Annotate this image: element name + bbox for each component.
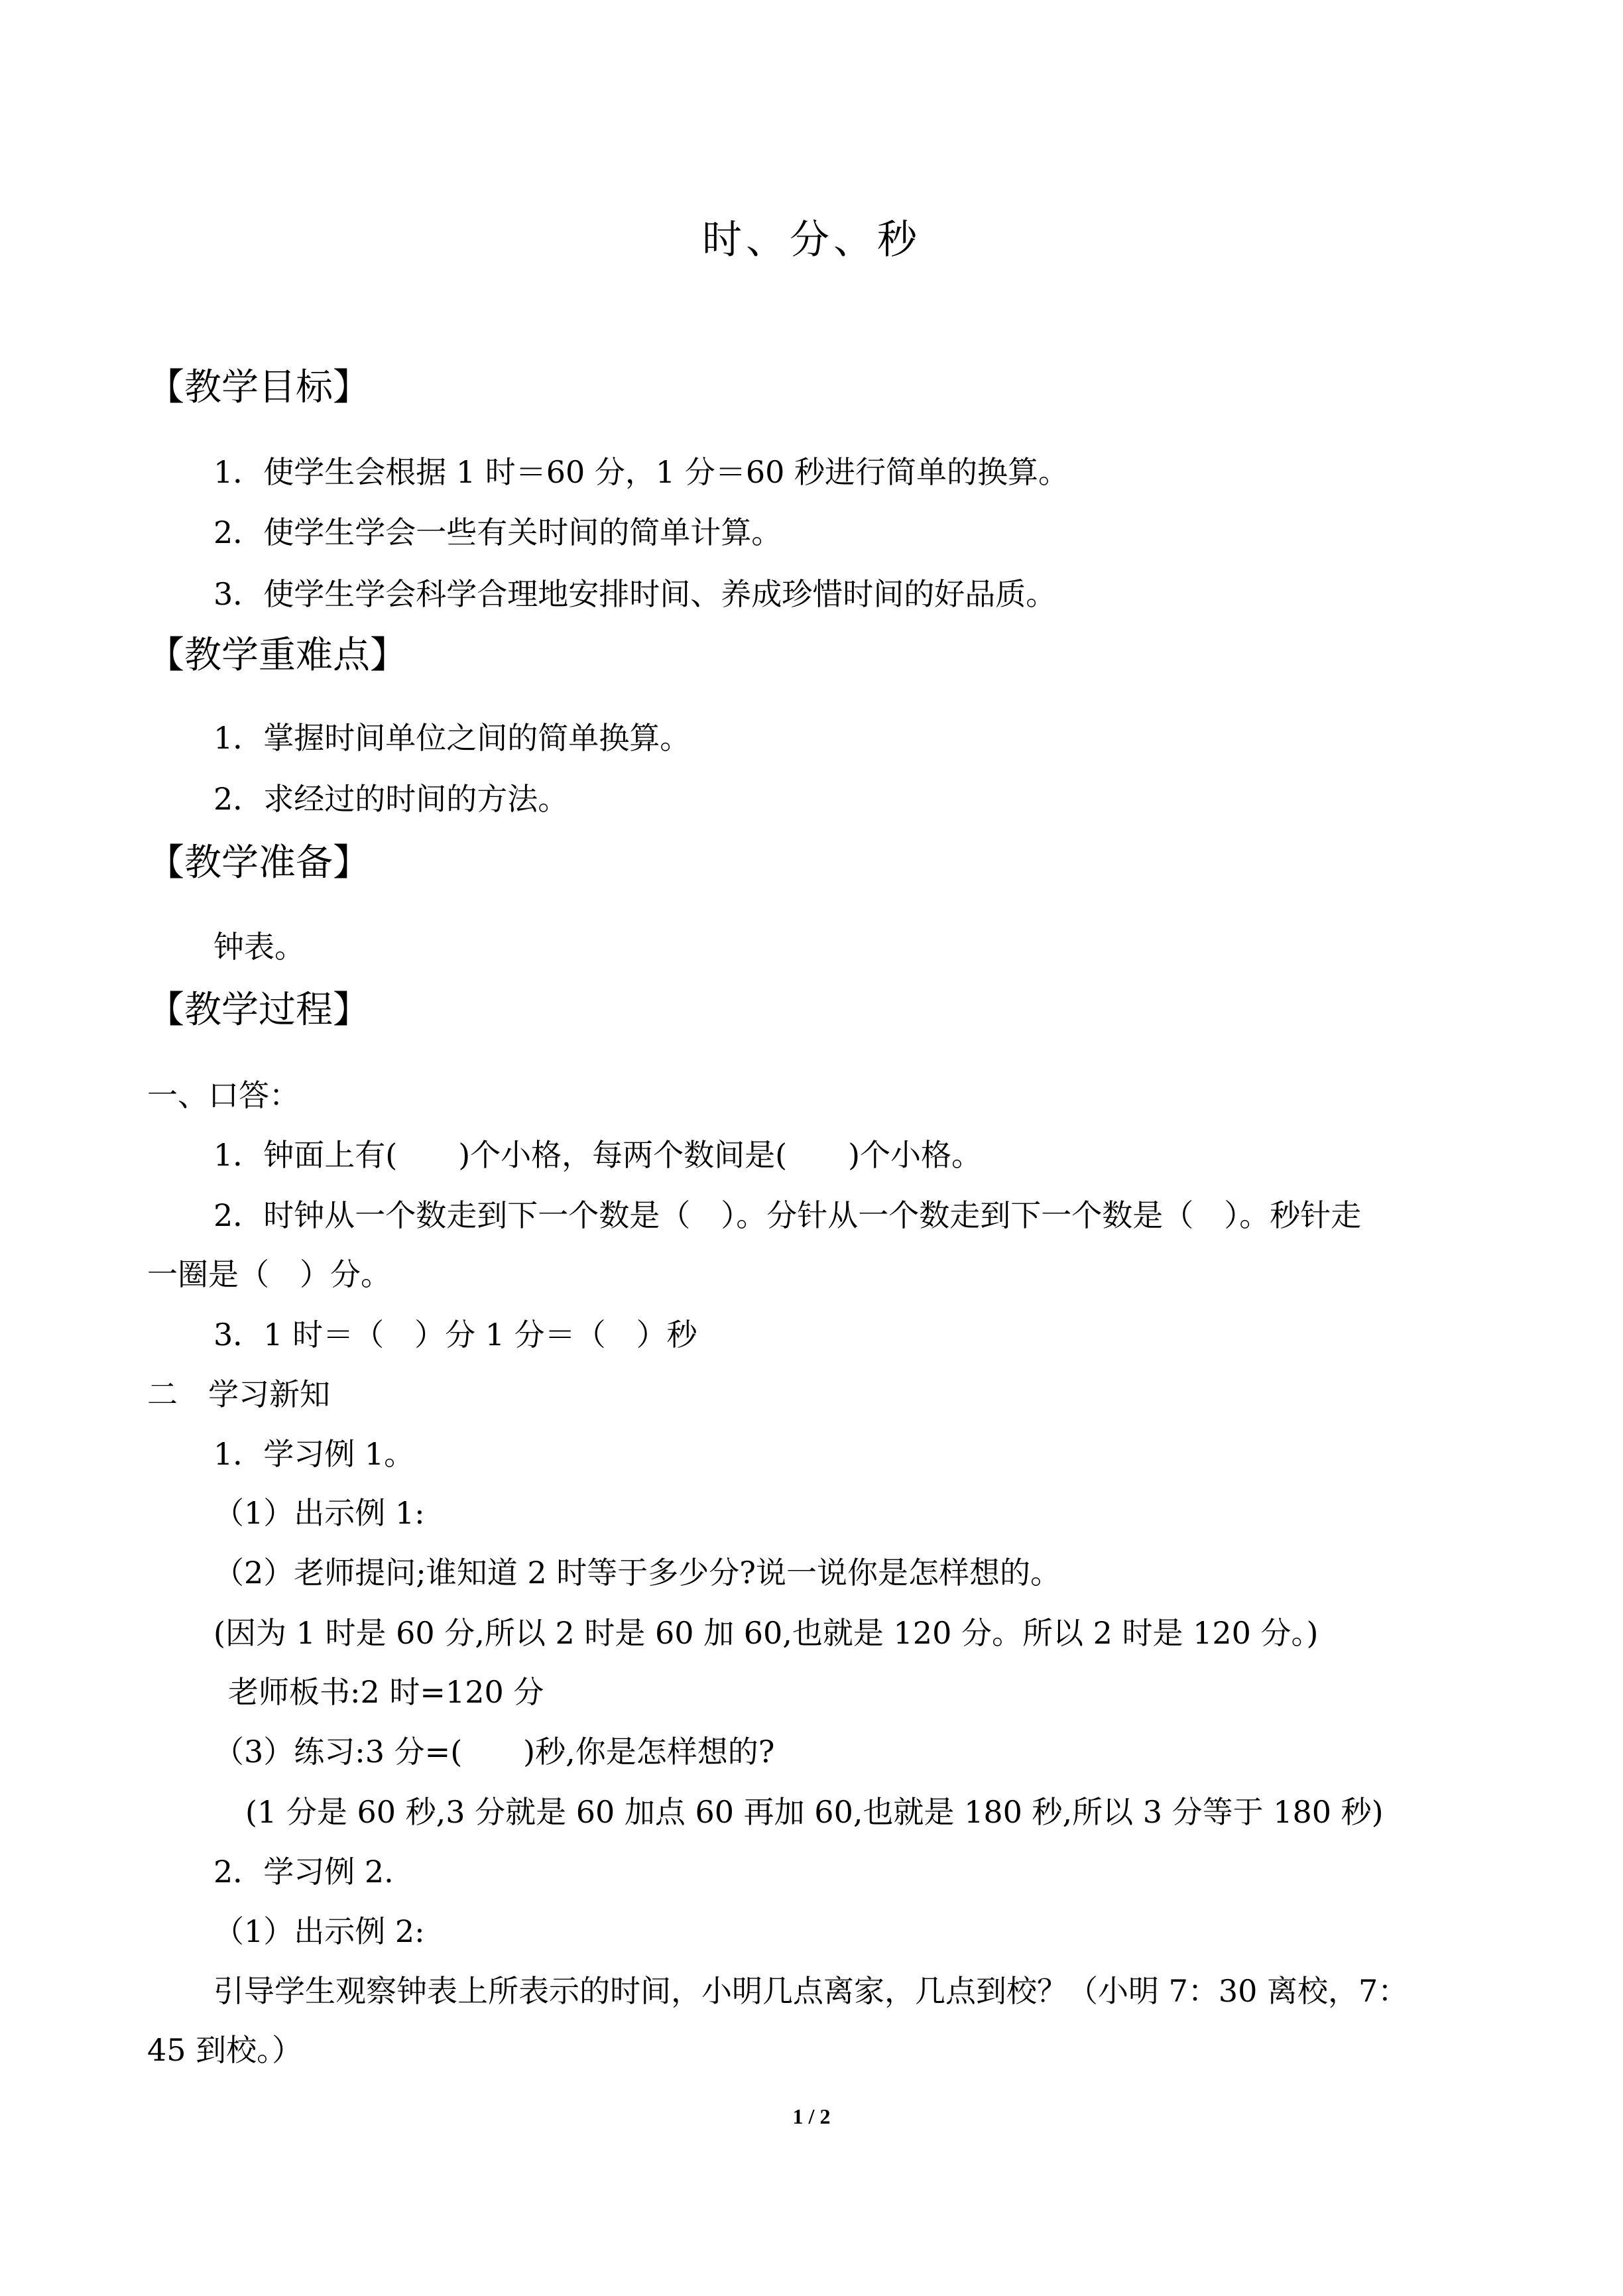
section-heading-goals: 【教学目标】 (147, 366, 370, 409)
process-line-7: 1．学习例 1。 (213, 1436, 415, 1472)
process-line-8: （1）出示例 1: (213, 1495, 425, 1531)
process-line-9: （2）老师提问;谁知道 2 时等于多少分?说一说你是怎样想的。 (213, 1555, 1061, 1591)
goal-item-2: 2．使学生学会一些有关时间的简单计算。 (213, 514, 782, 550)
process-line-17: 45 到校。） (147, 2032, 303, 2068)
preparation-item-1: 钟表。 (213, 929, 305, 965)
section-heading-preparation: 【教学准备】 (147, 841, 370, 884)
process-line-10: (因为 1 时是 60 分,所以 2 时是 60 加 60,也就是 120 分。所以 2 时是 120 分。) (213, 1615, 1319, 1651)
key-point-item-1: 1．掌握时间单位之间的简单换算。 (213, 720, 691, 756)
process-line-2: 1．钟面上有( )个小格，每两个数间是( )个小格。 (213, 1137, 983, 1173)
process-line-6: 二 学习新知 (147, 1376, 330, 1412)
process-line-3: 2．时钟从一个数走到下一个数是（ ）。分针从一个数走到下一个数是（ ）。秒针走 (213, 1197, 1362, 1233)
process-line-13: (1 分是 60 秒,3 分就是 60 加点 60 再加 60,也就是 180 秒,所以 3 分等于 180 秒) (245, 1794, 1384, 1830)
process-line-1: 一、口答： (147, 1077, 300, 1113)
process-line-12: （3）练习:3 分=( )秒,你是怎样想的? (213, 1734, 775, 1770)
section-heading-key-points: 【教学重难点】 (147, 634, 407, 677)
key-point-item-2: 2．求经过的时间的方法。 (213, 781, 569, 817)
process-line-16: 引导学生观察钟表上所表示的时间，小明几点离家，几点到校？（小明 7：30 离校，7： (213, 1973, 1409, 2009)
process-line-5: 3．1 时＝（ ）分 1 分＝（ ）秒 (213, 1317, 697, 1353)
process-line-15: （1）出示例 2: (213, 1913, 425, 1949)
section-heading-process: 【教学过程】 (147, 989, 370, 1032)
goal-item-1: 1．使学生会根据 1 时＝60 分，1 分＝60 秒进行简单的换算。 (213, 454, 1069, 490)
process-line-14: 2．学习例 2. (213, 1854, 394, 1890)
goal-item-3: 3．使学生学会科学合理地安排时间、养成珍惜时间的好品质。 (213, 576, 1057, 612)
process-line-11: 老师板书:2 时=120 分 (228, 1674, 544, 1710)
process-line-4: 一圈是（ ）分。 (147, 1256, 391, 1292)
page-title: 时、分、秒 (702, 217, 921, 263)
page-number: 1 / 2 (792, 2104, 831, 2128)
